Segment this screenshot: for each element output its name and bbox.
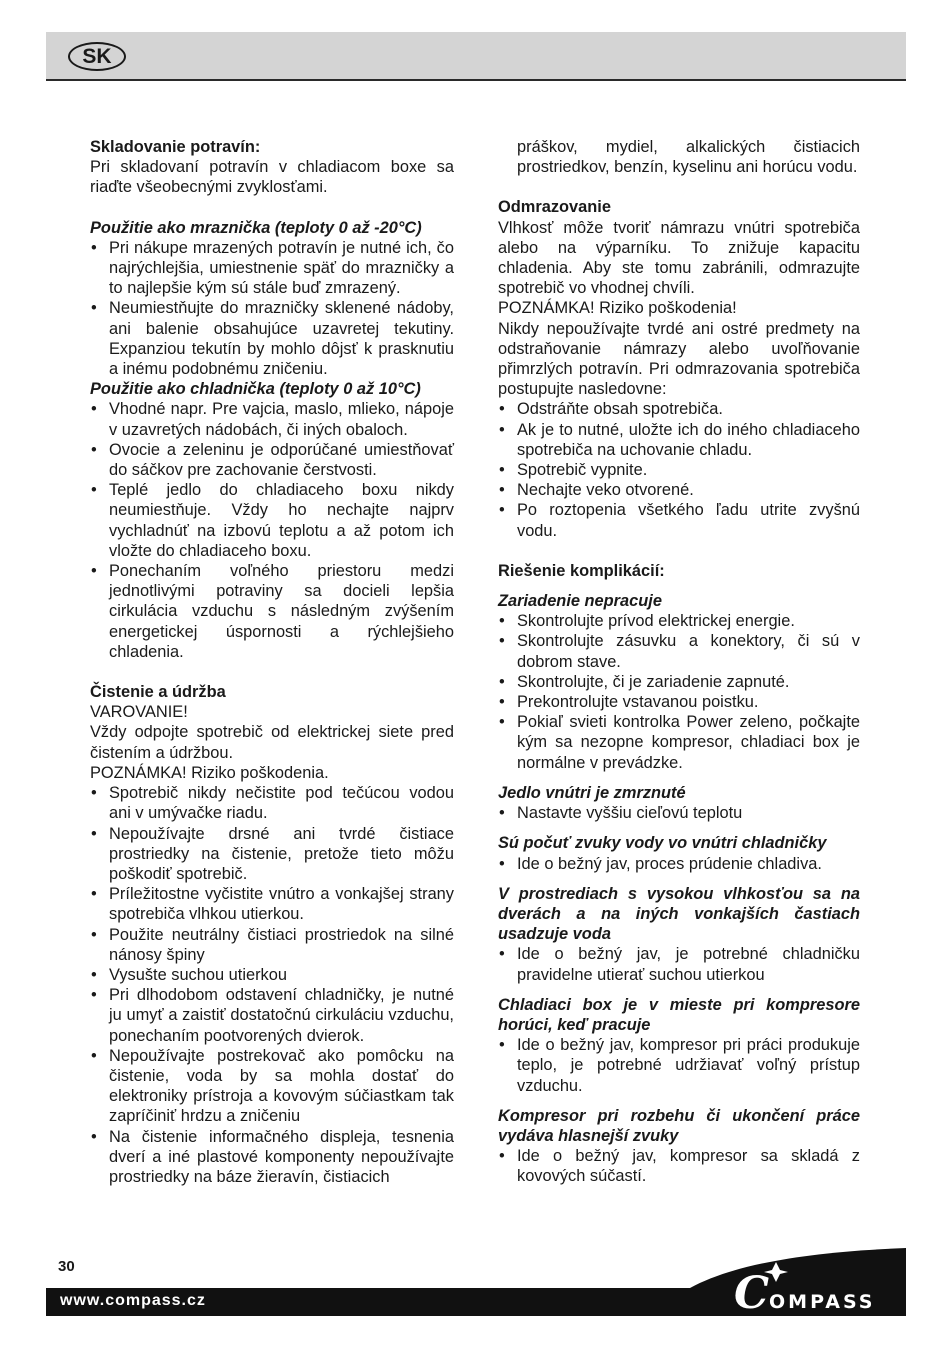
logo-wordmark: [734, 1268, 876, 1319]
list-item: • Ponechaním voľného priestoru medzi jednotlivými potraviny sa docieli lepšia cirkulácia vzduchu s následným zvýšením energetickej úspornosti a rýchlejšieho chladenia.: [90, 561, 454, 662]
compass-logo: [690, 1248, 906, 1319]
list-item: • Skontrolujte, či je zariadenie zapnuté.: [498, 672, 860, 692]
list-item: • Ide o bežný jav, kompresor sa skladá z kovových súčastí.: [498, 1146, 860, 1186]
list-item: • Pokiaľ svieti kontrolka Power zeleno, počkajte kým sa nezopne kompresor, chladiaci box je normálne v prevádzke.: [498, 712, 860, 773]
list-item: • Teplé jedlo do chladiaceho boxu nikdy neumiestňuje. Vždy ho nechajte najprv vychladnúť na izbovú teplotu a až potom ich vložte do chladiaceho boxu.: [90, 480, 454, 561]
defrost-note: POZNÁMKA! Riziko poškodenia!: [498, 299, 737, 318]
list-item: • Na čistenie informačného displeja, tesnenia dverí a iné plastové komponenty nepoužívajte prostriedky na báze žieravín, čistiacich: [90, 1127, 454, 1188]
logo-rest: OMPASS: [769, 1291, 876, 1313]
list-item: • Prekontrolujte vstavanou poistku.: [498, 692, 860, 712]
language-badge: SK: [68, 42, 126, 71]
freezer-list: [90, 238, 454, 379]
cleaning-note: POZNÁMKA! Riziko poškodenia.: [90, 763, 329, 782]
list-item: • Skontrolujte zásuvku a konektory, či sú v dobrom stave.: [498, 631, 860, 671]
problem-title: Chladiaci box je v mieste pri kompresore horúci, keď pracuje: [498, 995, 860, 1034]
problem-title: Kompresor pri rozbehu či ukončení práce vydáva hlasnejší zvuky: [498, 1106, 860, 1145]
logo-initial: C: [734, 1268, 770, 1319]
problem-list: [498, 803, 860, 823]
problem-list: [498, 944, 860, 984]
problem-list: [498, 1146, 860, 1186]
cleaning-warning: VAROVANIE!: [90, 703, 188, 722]
list-item: • Neumiestňujte do mrazničky sklenené nádoby, ani balenie obsahujúce uzavretej tekutiny. Expanziou tekutín by mohlo dôjsť k prasknutiu a inému podobnému zničeniu.: [90, 298, 454, 379]
list-item: • Pri nákupe mrazených potravín je nutné ich, čo najrýchlejšia, umiestnenie späť do mrazničky a to najlepšie kým sú stále buď zmrazený.: [90, 238, 454, 299]
list-item: • Ide o bežný jav, kompresor pri práci produkuje teplo, je potrebné udržiavať voľný prístup vzduchu.: [498, 1035, 860, 1096]
problem-title: Sú počuť zvuky vody vo vnútri chladničky: [498, 834, 827, 853]
list-item: • Ide o bežný jav, je potrebné chladničku pravidelne utierať suchou utierkou: [498, 944, 860, 984]
list-item: • Nastavte vyššiu cieľovú teplotu: [498, 803, 860, 823]
list-item: • Pri dlhodobom odstavení chladničky, je nutné ju umyť a zaistiť dostatočnú cirkuláciu vzduchu, ponechaním pootvorených dvierok.: [90, 985, 454, 1046]
cleaning-list: [90, 783, 454, 1187]
list-item: • Odstráňte obsah spotrebiča.: [498, 399, 860, 419]
continued-text: práškov, mydiel, alkalických čistiacich prostriedkov, benzín, kyselinu ani horúcu vodu.: [517, 138, 860, 177]
freezer-heading: Použitie ako mraznička (teploty 0 až -20°C): [90, 218, 422, 237]
defrost-heading: Odmrazovanie: [498, 198, 611, 217]
troubleshooting-heading: Riešenie komplikácií:: [498, 561, 665, 580]
list-item: • Vhodné napr. Pre vajcia, maslo, mlieko, nápoje v uzavretých nádobách, či iných obaloch.: [90, 399, 454, 439]
cleaning-heading: Čistenie a údržba: [90, 683, 226, 702]
problem-title: V prostrediach s vysokou vlhkosťou sa na dverách a na iných vonkajších častiach usadzuje voda: [498, 884, 860, 944]
right-column: [498, 137, 860, 1187]
list-item: • Spotrebič vypnite.: [498, 460, 860, 480]
list-item: • Ovocie a zeleninu je odporúčané umiestňovať do sáčkov pre zachovanie čerstvosti.: [90, 440, 454, 480]
list-item: • Po roztopenia všetkého ľadu utrite zvyšnú vodu.: [498, 500, 860, 540]
defrost-text: Vlhkosť môže tvoriť námrazu vnútri spotrebiča alebo na výparníku. To znižuje kapacitu chladenia. Aby ste tomu zabránili, odmrazujte spotrebič vo vhodnej chvíli.: [498, 218, 860, 298]
problem-list: [498, 611, 860, 773]
problem-title: Zariadenie nepracuje: [498, 592, 662, 611]
list-item: • Nechajte veko otvorené.: [498, 480, 860, 500]
defrost-text-2: Nikdy nepoužívajte tvrdé ani ostré predmety na odstraňovanie námrazy alebo uvoľňovanie přimrzlých potravín. Pri odmrazovania spotrebiča postupujte nasledovne:: [498, 319, 860, 399]
footer-url: www.compass.cz: [60, 1292, 206, 1309]
list-item: • Použite neutrálny čistiaci prostriedok na silné nánosy špiny: [90, 925, 454, 965]
problem-title: Jedlo vnútri je zmrznuté: [498, 783, 686, 802]
page-number: 30: [58, 1258, 75, 1275]
fridge-list: [90, 399, 454, 662]
cleaning-text: Vždy odpojte spotrebič od elektrickej siete pred čistením a údržbou.: [90, 723, 454, 762]
defrost-list: [498, 399, 860, 540]
list-item: • Skontrolujte prívod elektrickej energie.: [498, 611, 860, 631]
problem-list: [498, 854, 860, 874]
left-column: [90, 137, 454, 1187]
list-item: • Ide o bežný jav, proces prúdenie chladiva.: [498, 854, 860, 874]
storage-text: Pri skladovaní potravín v chladiacom boxe sa riaďte všeobecnými zvyklosťami.: [90, 158, 454, 197]
fridge-heading: Použitie ako chladnička (teploty 0 až 10°C): [90, 380, 421, 399]
list-item: • Vysušte suchou utierkou: [90, 965, 454, 985]
list-item: • Príležitostne vyčistite vnútro a vonkajšej strany spotrebiča vlhkou utierkou.: [90, 884, 454, 924]
list-item: • Ak je to nutné, uložte ich do iného chladiaceho spotrebiča na uchovanie chladu.: [498, 420, 860, 460]
header-bar: [46, 32, 906, 81]
list-item: • Nepoužívajte drsné ani tvrdé čistiace prostriedky na čistenie, pretože tieto môžu poškodiť spotrebič.: [90, 824, 454, 885]
footer-bar: [46, 1288, 726, 1316]
storage-heading: Skladovanie potravín:: [90, 138, 261, 156]
list-item: • Spotrebič nikdy nečistite pod tečúcou vodou ani v umývačke riadu.: [90, 783, 454, 823]
list-item: • Nepoužívajte postrekovač ako pomôcku na čistenie, voda by sa mohla dostať do elektroniky prístroja a kovovým súčiastkam tak zapríčiniť hrdzu a zničeniu: [90, 1046, 454, 1127]
problem-list: [498, 1035, 860, 1096]
